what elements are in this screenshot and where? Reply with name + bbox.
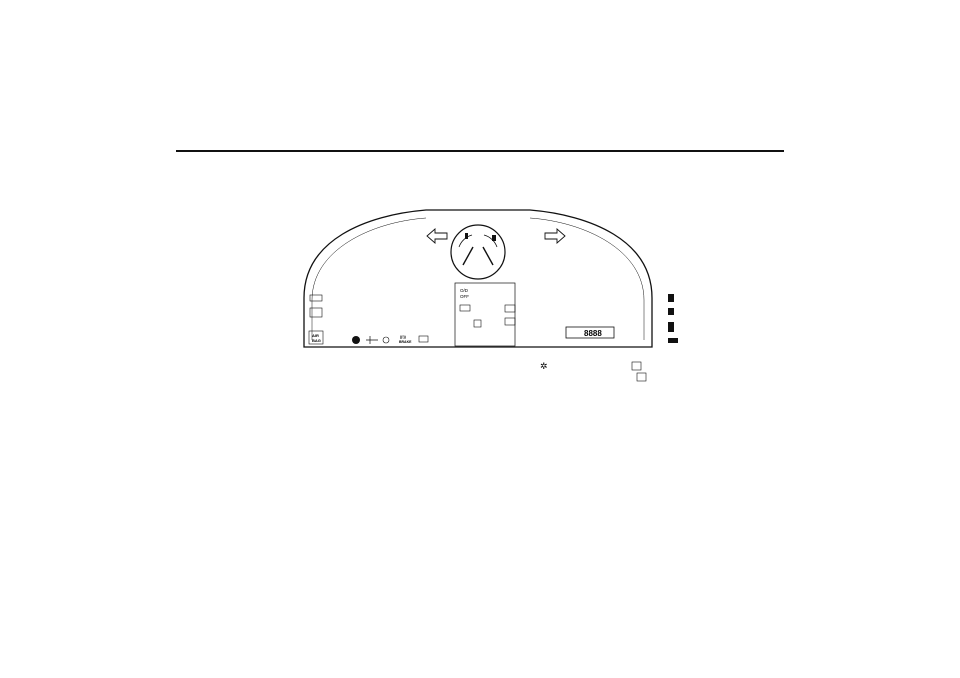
seatbelt-lamp-icon [668,322,674,332]
high-beam-lamp-icon [460,305,470,311]
4wd-full-time-icon [637,373,646,381]
odometer-digits: 8888 [584,329,602,338]
svg-text:BAG: BAG [312,338,321,343]
turn-signal-right-icon [545,229,565,243]
brake-lamp-label: ((!)) [400,335,406,339]
immobilizer-lamp-icon [352,336,360,344]
battery-lamp-icon [419,336,428,342]
svg-text:BRAKE: BRAKE [399,340,412,344]
door-open-lamp-icon [668,308,674,315]
oil-pressure-lamp-icon [383,337,389,343]
header-rule [176,150,784,152]
instrument-cluster-diagram [176,180,784,405]
fuel-temp-gauge [451,225,505,279]
thermometer-icon [465,233,468,239]
4wd-high-lamp-icon [505,305,515,312]
od-off-label: O/D [460,288,469,293]
fuel-filter-lamp-icon [366,336,378,344]
4wd-part-time-icon [632,362,641,370]
fuel-level-lamp-icon [668,338,678,343]
fuel-pump-icon [492,235,496,241]
front-fog-lamp-icon [474,320,481,327]
svg-text:OFF: OFF [460,294,469,299]
4wd-note-symbol: ✲ [540,361,548,371]
turn-signal-left-icon [427,229,447,243]
tailgate-lamp-icon [668,294,674,302]
airbag-label: AIR [312,333,319,338]
cluster-inner-line [312,218,426,340]
4wd-low-lamp-icon [505,318,515,325]
